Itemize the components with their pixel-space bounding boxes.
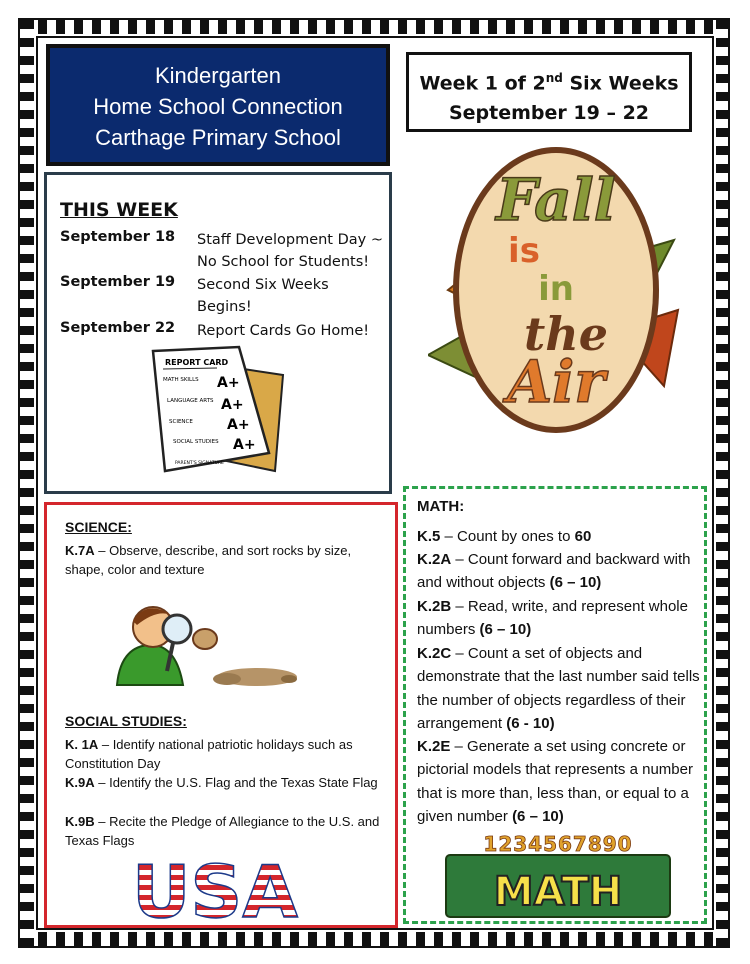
report-card-title: REPORT CARD (165, 358, 229, 367)
grade-mark: A+ (227, 417, 250, 433)
item-date: September 19 (60, 274, 176, 290)
science-social-panel (44, 502, 398, 928)
this-week-panel (44, 172, 392, 494)
math-item: K.2B – Read, write, and represent whole numbers (6 – 10) (417, 598, 688, 639)
fall-word: in (538, 269, 574, 309)
usa-flag-lettering (125, 855, 305, 921)
grade-mark: A+ (221, 397, 244, 413)
rock-explorer-illustration (107, 597, 307, 697)
math-heading: MATH: (417, 498, 465, 515)
signature-line: PARENT'S SIGNATURE (175, 461, 224, 466)
social-studies-item: K. 1A – Identify national patriotic holidays such as Constitution Day (65, 737, 353, 771)
math-item: K.2A – Count forward and backward with and without objects (6 – 10) (417, 551, 691, 592)
science-heading: SCIENCE: (65, 519, 132, 535)
report-row: LANGUAGE ARTS (167, 398, 214, 404)
math-panel (403, 486, 707, 924)
item-event: Staff Development Day ~ No School for Students! (197, 232, 383, 270)
newsletter-title (46, 44, 390, 166)
item-event: Report Cards Go Home! (197, 323, 370, 339)
grade-mark: A+ (233, 437, 256, 453)
fall-word: is (508, 231, 540, 271)
fall-is-in-the-air-illustration (428, 140, 684, 440)
math-word: MATH (493, 869, 623, 915)
item-date: September 18 (60, 229, 176, 245)
report-row: MATH SKILLS (163, 377, 199, 383)
report-row: SCIENCE (169, 419, 193, 425)
science-item: K.7A – Observe, describe, and sort rocks by size, shape, color and texture (65, 543, 352, 577)
fall-word: the (524, 307, 608, 361)
math-item: K.2E – Generate a set using concrete or pictorial models that represents a number that is more than, less than, or equal to a given number (6 – 10) (417, 738, 693, 825)
math-item: K.2C – Count a set of objects and demonstrate that the last number said tells the number of objects regardless of their arrangement (6 - 10) (417, 645, 700, 732)
report-card-illustration (147, 345, 287, 481)
week-label: Week 1 of 2nd Six Weeks (419, 71, 679, 95)
item-event: Second Six Weeks Begins! (197, 277, 329, 315)
item-date: September 22 (60, 320, 176, 336)
usa-word: USA (131, 855, 299, 921)
social-studies-heading: SOCIAL STUDIES: (65, 713, 187, 729)
math-numbers: 1234567890 (483, 832, 633, 856)
math-item: K.5 – Count by ones to 60 (417, 528, 592, 545)
this-week-heading: THIS WEEK (60, 199, 178, 221)
math-illustration (440, 831, 676, 919)
fall-word: Air (507, 348, 605, 416)
week-dates: September 19 – 22 (448, 102, 650, 125)
title-line-1: Kindergarten (155, 63, 281, 88)
title-line-2: Home School Connection (93, 94, 343, 119)
fall-word: Fall (496, 166, 616, 234)
social-studies-item: K.9A – Identify the U.S. Flag and the Texas State Flag (65, 775, 378, 790)
title-line-3: Carthage Primary School (95, 125, 341, 150)
grade-mark: A+ (217, 375, 240, 391)
social-studies-item: K.9B – Recite the Pledge of Allegiance to the U.S. and Texas Flags (65, 814, 380, 848)
report-row: SOCIAL STUDIES (173, 439, 219, 445)
week-box (406, 52, 692, 132)
